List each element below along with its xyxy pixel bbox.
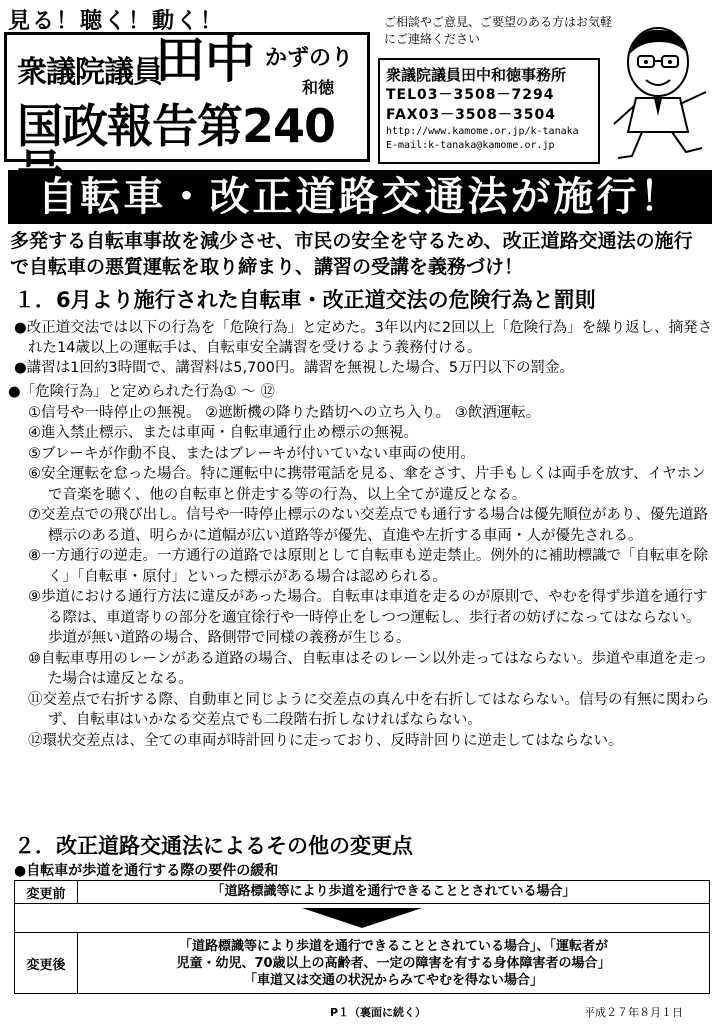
- slogan: 見る！聴く！動く！: [8, 9, 225, 34]
- after-text: [78, 933, 709, 993]
- list-item: ①信号や一時停止の無視。 ②遮断機の降りた踏切への立ち入り。 ③飲酒運転。: [28, 404, 541, 421]
- list-item: ⑤ブレーキが作動不良、またはブレーキが付いていない車両の使用。: [28, 445, 475, 462]
- section2: [14, 830, 714, 880]
- table-row-before: [15, 881, 709, 904]
- list-item: ⑨歩道における通行方法に違反があった場合。自転車は車道を走るのが原則で、やむを得ず歩道を通行する際は、車道寄りの部分を適宜徐行や一時停止をしつつ運転し、歩行者の妨げになってはならない。歩道が無い道路の場合、路側帯で同様の義務が生じる。: [28, 589, 708, 646]
- list-item: ⑧一方通行の逆走。一方通行の道路では原則として自転車も逆走禁止。例外的に補助標識で「自転車を除く」「自転車・原付」といった標示がある場合は認められる。: [28, 548, 708, 585]
- section1: [14, 284, 714, 378]
- member-name-kanji: 和徳: [302, 78, 335, 97]
- member-role: 衆議院議員: [17, 55, 162, 90]
- after-line: 「道路標識等により歩道を通行できることとされている場合」、「運転者が: [178, 939, 608, 954]
- title-box: [4, 32, 370, 162]
- caricature-illustration: [606, 20, 714, 164]
- email-link[interactable]: E-mail:k-tanaka@kamome.or.jp: [386, 140, 555, 151]
- member-name: 田中: [155, 31, 255, 89]
- danger-acts-list: [8, 382, 714, 751]
- lead-text: 多発する自転車事故を減少させ、市民の安全を守るため、改正道路交通法の施行で自転車の悪質運転を取り締まり、講習の受講を義務づけ！: [10, 230, 693, 278]
- fax-number: FAX03－3508－3504: [386, 107, 556, 123]
- down-arrow-icon: [302, 906, 422, 930]
- section1-bullet-1: ●改正道交法では以下の行為を「危険行為」と定めた。3年以内に2回以上「危険行為」を繰り返し、摘発された14歳以上の運転手は、自転車安全講習を受けるよう義務付ける。: [14, 320, 713, 356]
- tel-number: TEL03－3508－7294: [386, 87, 555, 103]
- change-table: [14, 880, 710, 994]
- after-label: 変更後: [15, 933, 78, 993]
- section2-subheading: ●自転車が歩道を通行する際の要件の緩和: [14, 863, 279, 879]
- table-row-after: [15, 933, 709, 993]
- issue-date: 平成２７年８月１日: [584, 1006, 683, 1019]
- list-item: ⑪交差点で右折する際、自動車と同じように交差点の真ん中を右折してはならない。信号の有無に関わらず、自転車はいかなる交差点でも二段階右折しなければならない。: [28, 691, 710, 728]
- member-name-kana: かずのり: [265, 46, 354, 71]
- contact-intro: ご相談やご意見、ご要望のある方はお気軽にご連絡ください: [384, 15, 613, 46]
- after-line: 「車道又は交通の状況からみてやむを得ない場合」: [243, 973, 543, 988]
- section2-heading: ２．改正道路交通法によるその他の変更点: [14, 834, 413, 858]
- list-item: ④進入禁止標示、または車両・自転車通行止め標示の無視。: [28, 425, 418, 441]
- contact-box: [378, 58, 600, 164]
- issue-title: 国政報告第240: [17, 99, 336, 153]
- section1-bullet-2: ●講習は1回約3時間で、講習料は5,700円。講習を無視した場合、5万円以下の罰金。: [14, 360, 575, 376]
- after-line: 児童・幼児、70歳以上の高齢者、一定の障害を有する身体障害者の場合」: [176, 956, 611, 971]
- page-number: P１（裏面に続く）: [330, 1006, 427, 1019]
- office-name: 衆議院議員田中和徳事務所: [386, 66, 567, 84]
- list-item: ⑥安全運転を怠った場合。特に運転中に携帯電話を見る、傘をさす、片手もしくは両手を放す、イヤホンで音楽を聴く、他の自転車と併走する等の行為、以上全てが違反となる。: [28, 466, 706, 503]
- list-intro: ●「危険行為」と定められた行為① ～ ⑫: [8, 384, 275, 400]
- list-item: ⑦交差点での飛び出し。信号や一時停止標示のない交差点でも通行する場合は優先順位があり、優先道路標示のある道、明らかに道幅が広い道路等が優先、直進や左折する車両・人が優先される。: [28, 507, 708, 544]
- before-label: 変更前: [15, 881, 78, 903]
- before-text: 「道路標識等により歩道を通行できることとされている場合」: [211, 884, 576, 899]
- headline-banner: 自転車・改正道路交通法が施行！: [8, 170, 712, 224]
- arrow-row: [15, 904, 709, 933]
- list-item: ⑩自転車専用のレーンがある道路の場合、自転車はそのレーン以外走ってはならない。歩道や車道を走った場合は違反となる。: [28, 650, 708, 687]
- website-link[interactable]: http://www.kamome.or.jp/k-tanaka: [386, 126, 579, 137]
- list-item: ⑫環状交差点は、全ての車両が時計回りに走っており、反時計回りに逆走してはならない。: [28, 732, 623, 749]
- section1-heading: １．6月より施行された自転車・改正道交法の危険行為と罰則: [14, 288, 596, 312]
